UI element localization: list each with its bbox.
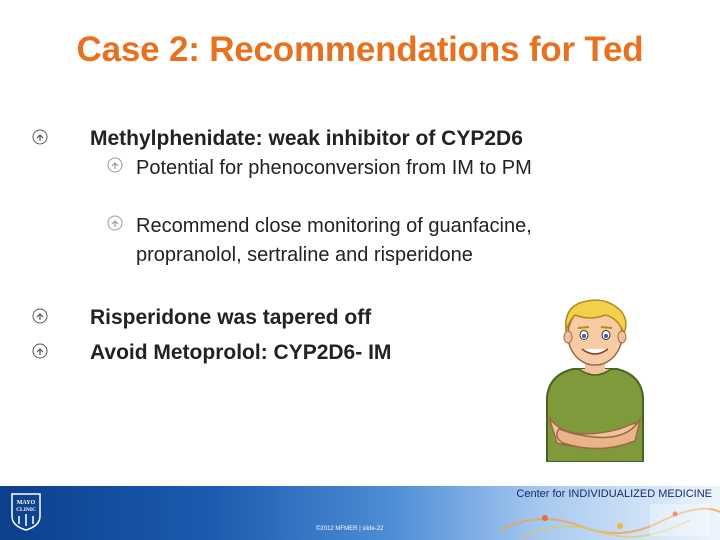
hand-pointing-icon: [107, 215, 123, 231]
bullet-text: Methylphenidate: weak inhibitor of CYP2D6: [90, 127, 523, 150]
sub-bullet-text: Recommend close monitoring of guanfacine, propranolol, sertraline and risperidone: [136, 215, 532, 266]
hand-pointing-icon: [32, 129, 48, 145]
decorative-helix-graphic: [500, 500, 720, 540]
bullet-text: Avoid Metoprolol: CYP2D6- IM: [90, 341, 392, 364]
sub-bullet-item: [107, 154, 617, 183]
mayo-clinic-logo: [8, 492, 44, 532]
svg-text:CLINIC: CLINIC: [16, 507, 36, 513]
footer-bar: [0, 486, 720, 540]
bullet-text: Risperidone was tapered off: [90, 306, 372, 329]
hand-pointing-icon: [32, 308, 48, 324]
bullet-item: [32, 126, 672, 152]
sub-bullet-text: Potential for phenoconversion from IM to PM: [136, 157, 532, 179]
sub-bullet-item: [107, 212, 617, 270]
person-illustration: [535, 297, 655, 462]
slide-id-label: ©2012 MFMER | slide-22: [316, 526, 384, 532]
center-name-label: Center for INDIVIDUALIZED MEDICINE: [516, 488, 712, 500]
hand-pointing-icon: [32, 343, 48, 359]
hand-pointing-icon: [107, 157, 123, 173]
slide-title: Case 2: Recommendations for Ted: [76, 30, 644, 69]
svg-text:MAYO: MAYO: [16, 500, 36, 506]
